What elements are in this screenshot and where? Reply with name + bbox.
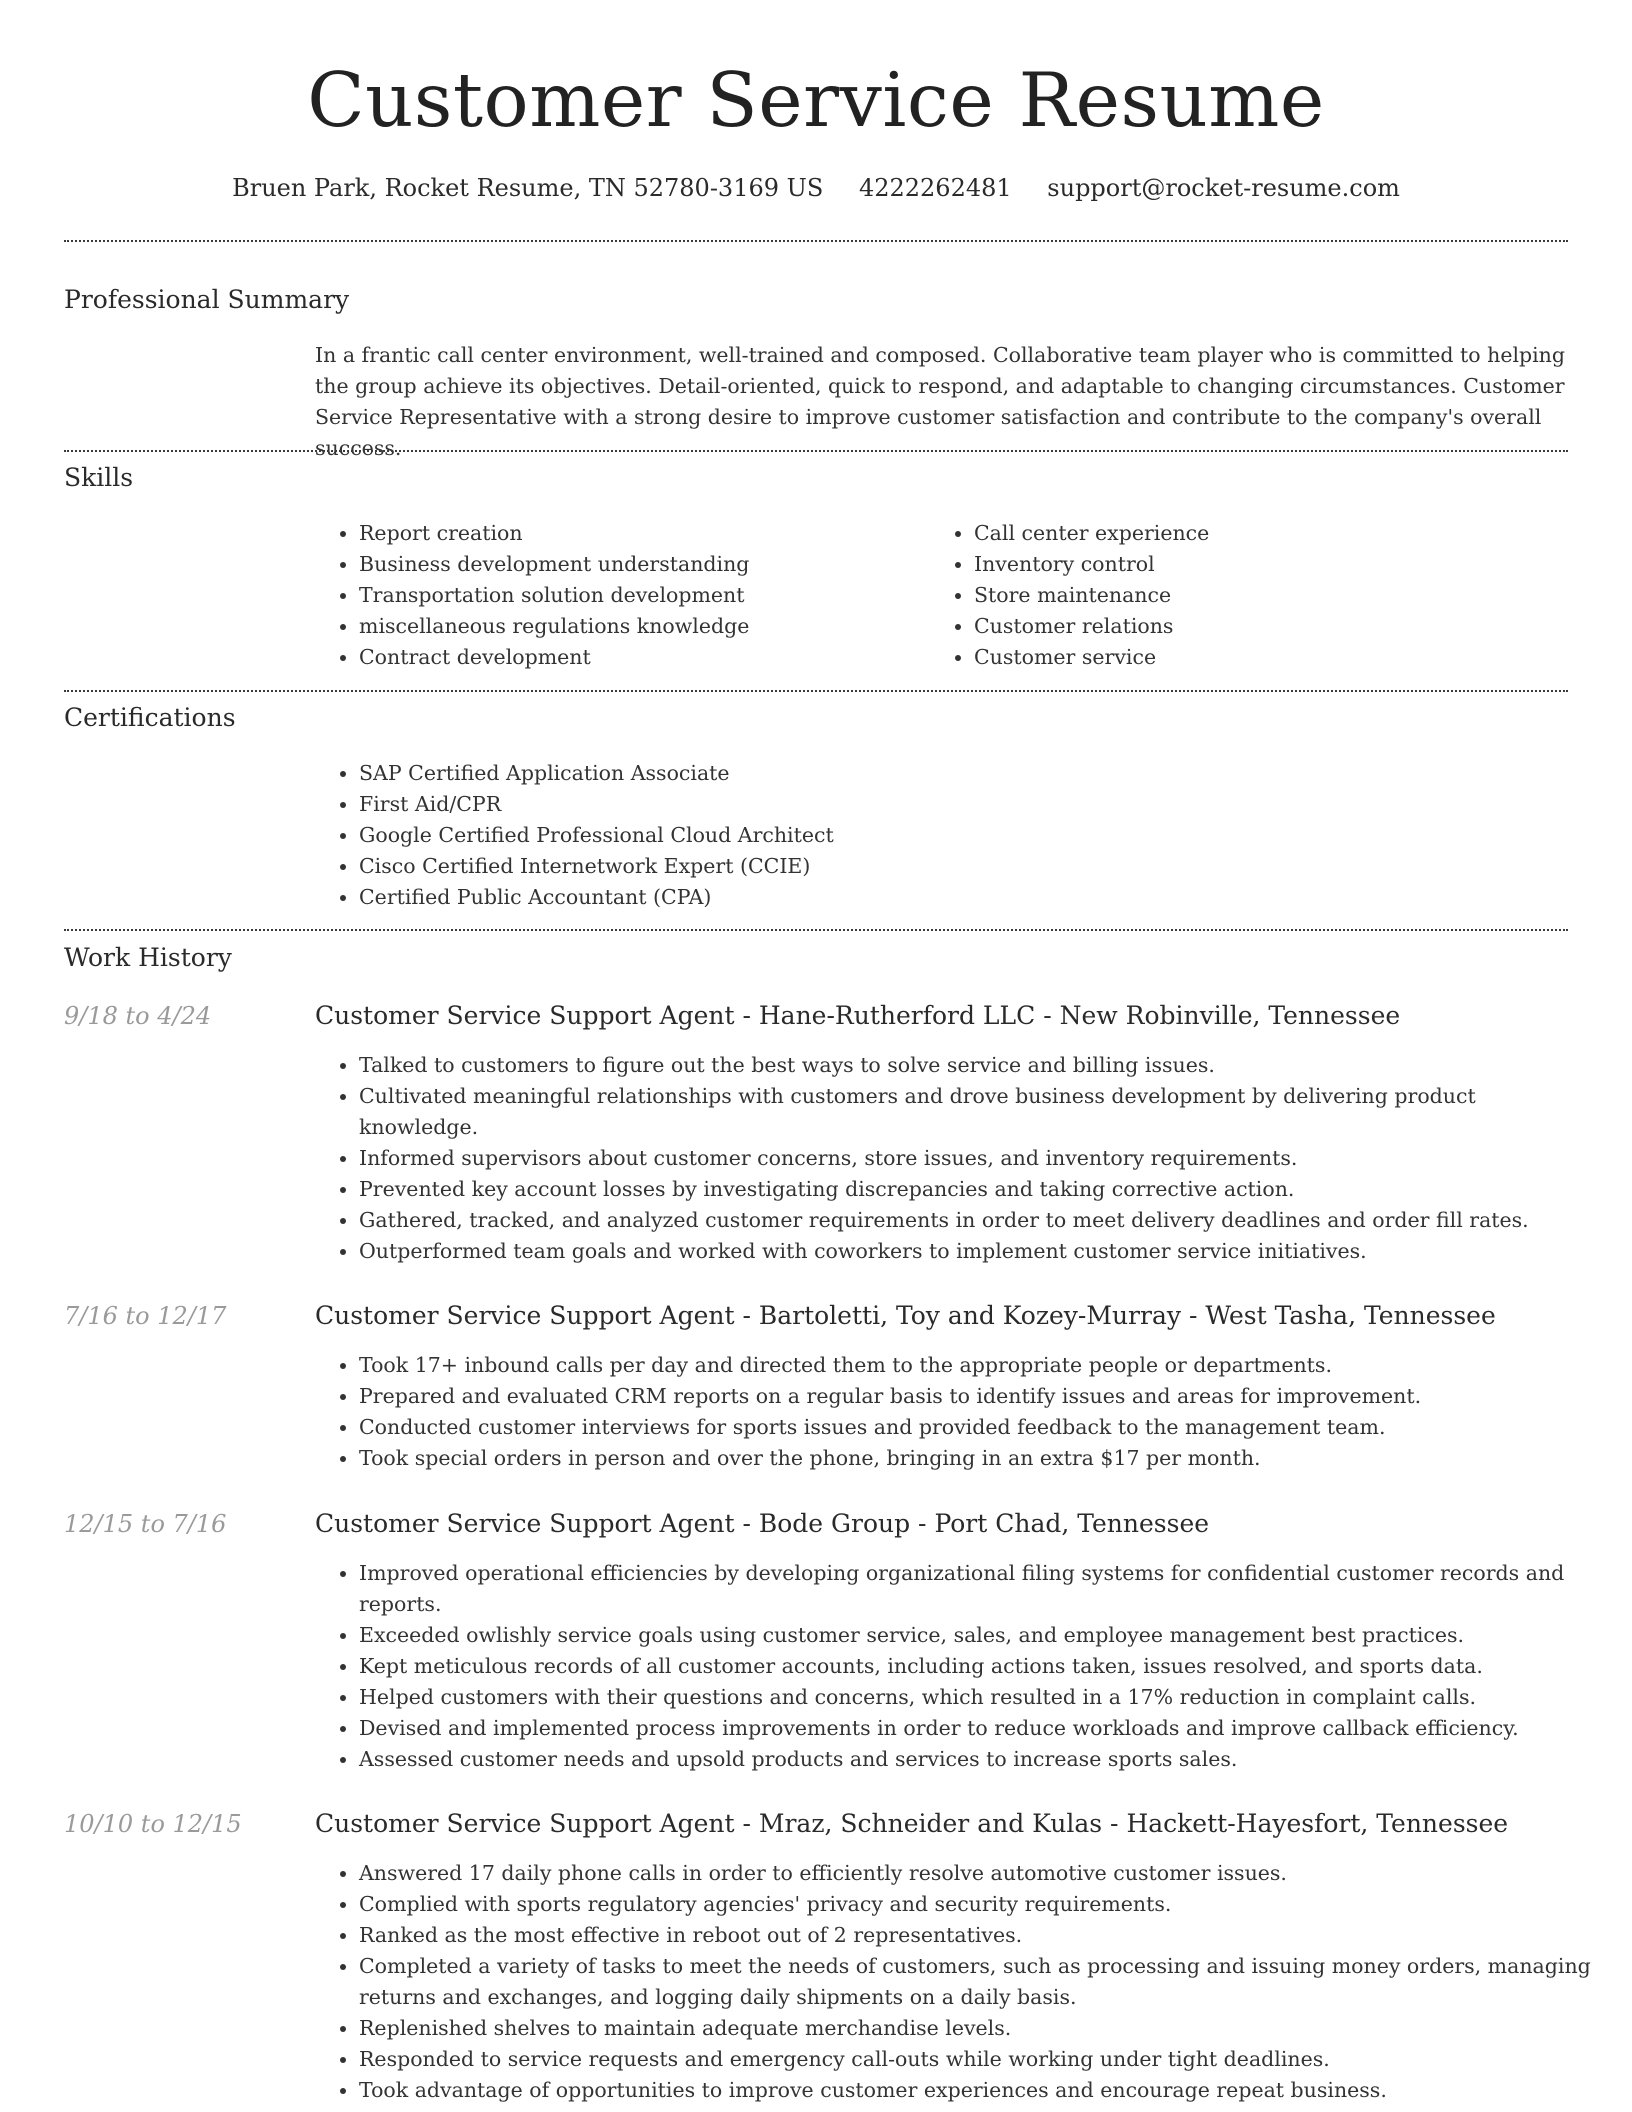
skill-item: • Inventory control	[974, 549, 1574, 580]
job-bullets	[315, 1350, 1599, 1474]
job-title: Customer Service Support Agent - Bartoletti, Toy and Kozey-Murray - West Tasha, Tennessee	[315, 1301, 1496, 1330]
job-bullet: • Talked to customers to figure out the best ways to solve service and billing issues.	[359, 1050, 1599, 1081]
job-title: Customer Service Support Agent - Mraz, Schneider and Kulas - Hackett-Hayesfort, Tennessee	[315, 1809, 1509, 1838]
job-bullet: • Cultivated meaningful relationships with customers and drove business development by delivering product knowledge.	[359, 1081, 1599, 1143]
job-dates: 10/10 to 12/15	[64, 1810, 242, 1838]
job-bullet: • Completed a variety of tasks to meet the needs of customers, such as processing and issuing money orders, managing returns and exchanges, and logging daily shipments on a daily basis.	[359, 1951, 1599, 2013]
contact-line	[0, 170, 1632, 206]
job-bullet: • Exceeded owlishly service goals using customer service, sales, and employee management best practices.	[359, 1620, 1599, 1651]
skill-item: • Business development understanding	[359, 549, 939, 580]
skill-item: • Report creation	[359, 518, 939, 549]
certifications-list	[315, 758, 1559, 913]
skill-item: • Store maintenance	[974, 580, 1574, 611]
divider	[64, 690, 1568, 692]
job-bullet: • Devised and implemented process improvements in order to reduce workloads and improve callback efficiency.	[359, 1713, 1599, 1744]
skill-item: • Customer relations	[974, 611, 1574, 642]
section-heading-certifications: Certifications	[64, 703, 236, 732]
job-title: Customer Service Support Agent - Hane-Rutherford LLC - New Robinville, Tennessee	[315, 1001, 1401, 1030]
certification-item: • First Aid/CPR	[359, 789, 1559, 820]
contact-email: support@rocket-resume.com	[1047, 174, 1400, 202]
job-bullet: • Helped customers with their questions and concerns, which resulted in a 17% reduction in complaint calls.	[359, 1682, 1599, 1713]
section-heading-skills: Skills	[64, 463, 134, 492]
contact-address: Bruen Park, Rocket Resume, TN 52780-3169 US	[232, 174, 824, 202]
job-bullet: • Ranked as the most effective in reboot out of 2 representatives.	[359, 1920, 1599, 1951]
job-title: Customer Service Support Agent - Bode Group - Port Chad, Tennessee	[315, 1509, 1210, 1538]
skill-item: • Customer service	[974, 642, 1574, 673]
job-dates: 12/15 to 7/16	[64, 1510, 227, 1538]
skill-item: • Contract development	[359, 642, 939, 673]
certification-item: • Certified Public Accountant (CPA)	[359, 882, 1559, 913]
job-bullet: • Took 17+ inbound calls per day and directed them to the appropriate people or departments.	[359, 1350, 1599, 1381]
job-bullet: • Kept meticulous records of all customer accounts, including actions taken, issues resolved, and sports data.	[359, 1651, 1599, 1682]
divider	[64, 450, 1568, 452]
skills-list-right	[930, 518, 1574, 673]
job-bullets	[315, 1558, 1599, 1775]
job-bullet: • Answered 17 daily phone calls in order to efficiently resolve automotive customer issues.	[359, 1858, 1599, 1889]
job-bullet: • Outperformed team goals and worked with coworkers to implement customer service initiatives.	[359, 1236, 1599, 1267]
job-bullet: • Prevented key account losses by investigating discrepancies and taking corrective action.	[359, 1174, 1599, 1205]
job-bullet: • Assessed customer needs and upsold products and services to increase sports sales.	[359, 1744, 1599, 1775]
certification-item: • SAP Certified Application Associate	[359, 758, 1559, 789]
summary-text: In a frantic call center environment, well-trained and composed. Collaborative team player who is committed to helping the group achieve its objectives. Detail-oriented, quick to respond, and adaptable to changing circumstances. Customer Service Representative with a strong desire to improve customer satisfaction and contribute to the company's overall success.	[315, 343, 1566, 460]
job-bullets	[315, 1050, 1599, 1267]
certification-item: • Cisco Certified Internetwork Expert (CCIE)	[359, 851, 1559, 882]
job-bullet: • Complied with sports regulatory agencies' privacy and security requirements.	[359, 1889, 1599, 1920]
skills-list-left	[315, 518, 939, 673]
divider	[64, 240, 1568, 242]
job-bullet: • Replenished shelves to maintain adequate merchandise levels.	[359, 2013, 1599, 2044]
skill-item: • Transportation solution development	[359, 580, 939, 611]
job-bullet: • Took advantage of opportunities to improve customer experiences and encourage repeat business.	[359, 2075, 1599, 2106]
job-bullet: • Gathered, tracked, and analyzed customer requirements in order to meet delivery deadlines and order fill rates.	[359, 1205, 1599, 1236]
job-bullet: • Conducted customer interviews for sports issues and provided feedback to the management team.	[359, 1412, 1599, 1443]
section-heading-summary: Professional Summary	[64, 285, 350, 314]
job-bullet: • Took special orders in person and over the phone, bringing in an extra $17 per month.	[359, 1443, 1599, 1474]
section-heading-work-history: Work History	[64, 943, 232, 972]
job-dates: 9/18 to 4/24	[64, 1002, 212, 1030]
resume-title: Customer Service Resume	[307, 56, 1325, 144]
job-bullet: • Prepared and evaluated CRM reports on a regular basis to identify issues and areas for improvement.	[359, 1381, 1599, 1412]
job-bullet: • Informed supervisors about customer concerns, store issues, and inventory requirements.	[359, 1143, 1599, 1174]
contact-phone: 4222262481	[858, 174, 1012, 202]
job-bullet: • Improved operational efficiencies by developing organizational filing systems for confidential customer records and reports.	[359, 1558, 1599, 1620]
divider	[64, 929, 1568, 931]
skill-item: • miscellaneous regulations knowledge	[359, 611, 939, 642]
certification-item: • Google Certified Professional Cloud Architect	[359, 820, 1559, 851]
job-bullets	[315, 1858, 1599, 2106]
job-dates: 7/16 to 12/17	[64, 1302, 227, 1330]
skill-item: • Call center experience	[974, 518, 1574, 549]
job-bullet: • Responded to service requests and emergency call-outs while working under tight deadlines.	[359, 2044, 1599, 2075]
